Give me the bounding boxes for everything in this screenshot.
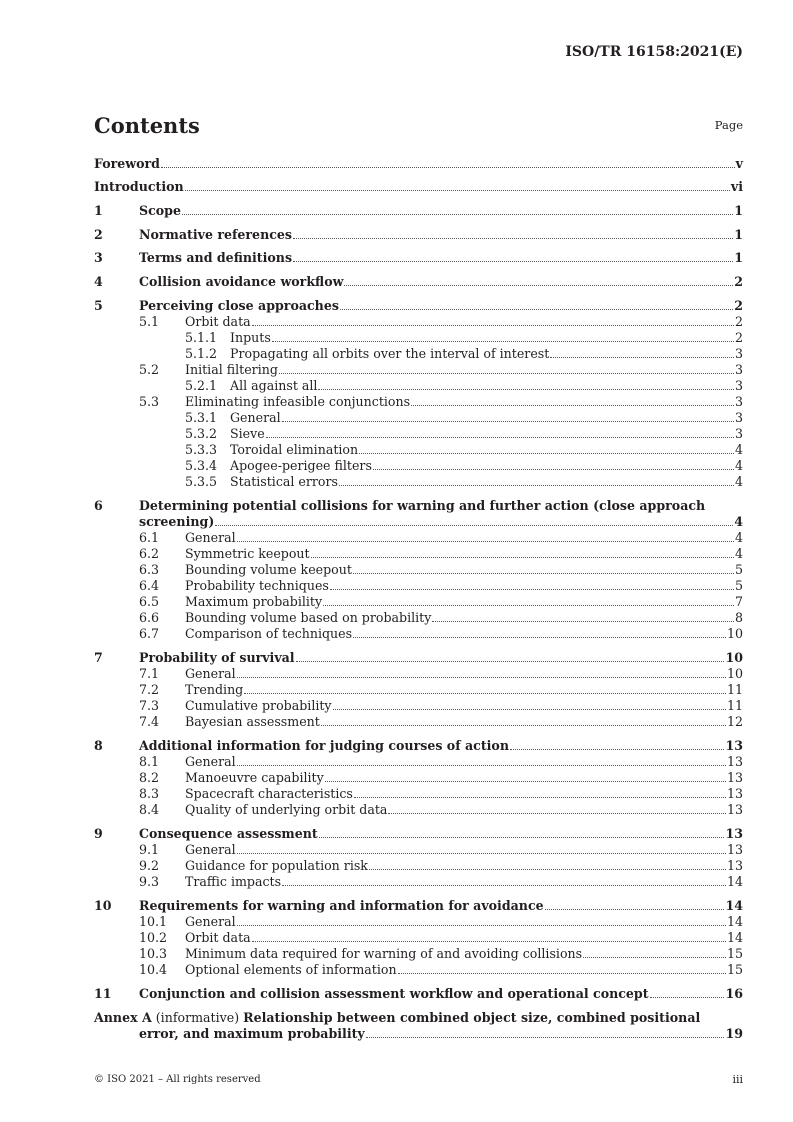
toc-entry[interactable] (94, 858, 743, 874)
toc-entry-number: 7.1 (139, 666, 160, 681)
dot-leader (339, 485, 734, 486)
page-column-label: Page (714, 118, 743, 132)
toc-entry[interactable] (94, 610, 743, 626)
toc-entry[interactable] (94, 698, 743, 714)
toc-entry-number: 6 (94, 498, 103, 513)
toc-entry-page: 4 (734, 514, 743, 529)
toc-entry[interactable] (94, 378, 743, 394)
toc-entry-title: Initial filtering (185, 362, 278, 377)
toc-entry-number: 5.3.5 (185, 474, 218, 489)
toc-entry-title-continued: error, and maximum probability (139, 1026, 365, 1041)
toc-entry-title: Consequence assessment (139, 826, 318, 841)
toc-entry-number: 10.3 (139, 946, 168, 961)
toc-entry-title: Perceiving close approaches (139, 298, 339, 313)
dot-leader (237, 853, 726, 854)
toc-entry-page: 5 (734, 578, 743, 593)
toc-entry[interactable] (94, 203, 743, 219)
toc-entry-page: 10 (726, 626, 743, 641)
toc-entry[interactable] (94, 498, 743, 514)
dot-leader (319, 837, 725, 838)
toc-entry[interactable] (94, 426, 743, 442)
toc-entry-number: 5.3.1 (185, 410, 218, 425)
toc-entry[interactable] (94, 442, 743, 458)
toc-entry-title: Determining potential collisions for warning and further action (close approach (139, 498, 706, 513)
toc-entry-title: Cumulative probability (185, 698, 332, 713)
toc-entry-page: 1 (734, 250, 743, 265)
toc-entry-page: 13 (726, 754, 743, 769)
toc-entry[interactable] (94, 346, 743, 362)
toc-entry[interactable] (94, 594, 743, 610)
toc-entry-title: Statistical errors (230, 474, 338, 489)
toc-entry-number: 11 (94, 986, 112, 1001)
toc-entry-number: 4 (94, 274, 103, 289)
toc-entry-number: 5.1.2 (185, 346, 218, 361)
toc-entry-page: 11 (726, 682, 743, 697)
toc-entry-page: 13 (726, 770, 743, 785)
toc-entry-page: 13 (726, 802, 743, 817)
toc-entry[interactable] (94, 298, 743, 314)
toc-entry-title: Quality of underlying orbit data (185, 802, 388, 817)
dot-leader (545, 909, 725, 910)
toc-entry-title: Normative references (139, 227, 293, 242)
page-title: Contents (94, 113, 200, 138)
dot-leader (237, 765, 726, 766)
toc-entry-title: Guidance for population risk (185, 858, 368, 873)
toc-entry-title: Maximum probability (185, 594, 323, 609)
toc-entry-number: 5.3.2 (185, 426, 218, 441)
toc-entry-number: 6.4 (139, 578, 160, 593)
toc-entry[interactable] (94, 410, 743, 426)
toc-entry[interactable] (94, 474, 743, 490)
dot-leader (373, 469, 734, 470)
toc-entry[interactable] (94, 770, 743, 786)
toc-entry-page: 2 (734, 274, 743, 289)
toc-entry[interactable] (94, 682, 743, 698)
toc-entry[interactable] (94, 274, 743, 290)
dot-leader (323, 605, 734, 606)
toc-entry-title: Apogee-perigee filters (230, 458, 372, 473)
dot-leader (354, 797, 726, 798)
toc-entry-title: Traffic impacts (185, 874, 282, 889)
toc-entry-title: General (185, 754, 236, 769)
dot-leader (182, 214, 733, 215)
toc-entry-title: Scope (139, 203, 181, 218)
toc-entry[interactable] (94, 330, 743, 346)
toc-entry-title: Trending (185, 682, 244, 697)
toc-entry[interactable] (94, 914, 743, 930)
toc-entry-title: Orbit data (185, 314, 251, 329)
annex-type: (informative) (151, 1010, 244, 1025)
toc-entry-number: 7.4 (139, 714, 160, 729)
toc-entry-number: 8 (94, 738, 103, 753)
toc-entry[interactable] (94, 826, 743, 842)
dot-leader (369, 869, 726, 870)
dot-leader (161, 167, 735, 168)
toc-entry-title: Bounding volume keepout (185, 562, 352, 577)
toc-entry-title: General (185, 666, 236, 681)
dot-leader (282, 885, 726, 886)
dot-leader (252, 325, 734, 326)
toc-entry-title: Foreword (94, 156, 160, 171)
toc-entry-page: 5 (734, 562, 743, 577)
toc-entry-page: 4 (734, 442, 743, 457)
dot-leader (237, 925, 726, 926)
toc-entry[interactable] (94, 786, 743, 802)
toc-entry-title: Probability of survival (139, 650, 295, 665)
toc-entry-number: 5.1.1 (185, 330, 218, 345)
dot-leader (293, 238, 733, 239)
dot-leader (282, 421, 734, 422)
dot-leader (359, 453, 734, 454)
toc-entry-page: 15 (726, 946, 743, 961)
toc-entry-page: 10 (725, 650, 743, 665)
toc-entry[interactable] (94, 874, 743, 890)
toc-entry-page: v (735, 156, 743, 171)
dot-leader (550, 357, 734, 358)
dot-leader (650, 997, 725, 998)
toc-entry[interactable] (94, 842, 743, 858)
toc-entry[interactable] (94, 578, 743, 594)
toc-entry-number: 8.2 (139, 770, 160, 785)
toc-entry-page: 4 (734, 474, 743, 489)
dot-leader (237, 541, 734, 542)
toc-entry-title: Terms and definitions (139, 250, 293, 265)
toc-entry-title: Toroidal elimination (230, 442, 359, 457)
toc-entry-page: 4 (734, 530, 743, 545)
toc-entry-page: 3 (734, 346, 743, 361)
dot-leader (353, 573, 734, 574)
toc-entry-continuation[interactable] (94, 514, 743, 530)
toc-entry-page: 13 (725, 738, 743, 753)
toc-entry-number: 1 (94, 203, 103, 218)
toc-entry-page: 1 (734, 203, 743, 218)
toc-entry-number: 5 (94, 298, 103, 313)
toc-entry-continuation[interactable] (94, 1026, 743, 1042)
toc-entry-title: Propagating all orbits over the interval of interest (230, 346, 550, 361)
toc-entry-number: 6.7 (139, 626, 160, 641)
annex-title: Relationship between combined object size, combined positional (243, 1010, 701, 1025)
toc-entry-number: 6.5 (139, 594, 160, 609)
toc-entry-page: 2 (734, 314, 743, 329)
toc-entry[interactable] (94, 546, 743, 562)
dot-leader (398, 973, 726, 974)
toc-entry[interactable] (94, 626, 743, 642)
toc-entry-title-continued: screening) (139, 514, 215, 529)
dot-leader (237, 677, 726, 678)
toc-entry-number: 6.3 (139, 562, 160, 577)
toc-entry-page: 8 (734, 610, 743, 625)
toc-entry-page: 4 (734, 546, 743, 561)
dot-leader (510, 749, 724, 750)
toc-entry-title: Orbit data (185, 930, 251, 945)
toc-entry-page: 16 (725, 986, 743, 1001)
toc-entry[interactable] (94, 946, 743, 962)
dot-leader (411, 405, 734, 406)
toc-entry[interactable] (94, 802, 743, 818)
copyright-notice: © ISO 2021 – All rights reserved (94, 1074, 261, 1085)
toc-entry-page: 3 (734, 362, 743, 377)
toc-entry-number: 8.1 (139, 754, 160, 769)
toc-entry-title: Bounding volume based on probability (185, 610, 432, 625)
dot-leader (353, 637, 726, 638)
dot-leader (330, 589, 734, 590)
toc-entry[interactable] (94, 250, 743, 266)
toc-entry-title: Manoeuvre capability (185, 770, 324, 785)
toc-entry-page: vi (730, 179, 743, 194)
toc-entry-page: 14 (726, 874, 743, 889)
toc-entry-number: 9.2 (139, 858, 160, 873)
dot-leader (366, 1037, 725, 1038)
toc-entry[interactable] (94, 394, 743, 410)
toc-entry-number: 5.3.3 (185, 442, 218, 457)
toc-entry-number: 7.3 (139, 698, 160, 713)
toc-entry-number: 5.3 (139, 394, 160, 409)
toc-entry-number: 6.2 (139, 546, 160, 561)
dot-leader (318, 389, 734, 390)
toc-entry[interactable] (94, 650, 743, 666)
toc-entry-number: 3 (94, 250, 103, 265)
toc-entry-title: Bayesian assessment (185, 714, 320, 729)
toc-entry-number: 9.3 (139, 874, 160, 889)
toc-entry-number: 10.4 (139, 962, 168, 977)
toc-entry-number: 5.3.4 (185, 458, 218, 473)
toc-entry-page: 3 (734, 410, 743, 425)
toc-entry-number: 9.1 (139, 842, 160, 857)
toc-entry-number: 10.2 (139, 930, 168, 945)
dot-leader (252, 941, 726, 942)
toc-entry-page: 13 (726, 842, 743, 857)
toc-entry-title: Comparison of techniques (185, 626, 353, 641)
toc-entry-title: Eliminating infeasible conjunctions (185, 394, 411, 409)
toc-entry-page: 2 (734, 298, 743, 313)
dot-leader (185, 190, 730, 191)
dot-leader (293, 261, 733, 262)
toc-entry[interactable] (94, 530, 743, 546)
toc-entry-page: 19 (725, 1026, 743, 1041)
toc-entry[interactable] (94, 898, 743, 914)
toc-entry[interactable] (94, 1010, 743, 1026)
annex-label: Annex A (94, 1010, 152, 1025)
toc-entry-number: 10.1 (139, 914, 168, 929)
dot-leader (272, 341, 734, 342)
toc-entry-title: Requirements for warning and information for avoidance (139, 898, 544, 913)
toc-entry-page: 12 (726, 714, 743, 729)
toc-entry-title: Spacecraft characteristics (185, 786, 353, 801)
toc-entry-title: Introduction (94, 179, 184, 194)
toc-entry-page: 3 (734, 378, 743, 393)
table-of-contents (94, 156, 743, 1042)
dot-leader (583, 957, 726, 958)
document-id: ISO/TR 16158:2021(E) (565, 44, 743, 60)
toc-entry-title: General (185, 530, 236, 545)
toc-entry-number: 7 (94, 650, 103, 665)
toc-entry[interactable] (94, 156, 743, 172)
toc-entry-number: 6.1 (139, 530, 160, 545)
toc-entry[interactable] (94, 738, 743, 754)
toc-entry-title: Inputs (230, 330, 271, 345)
toc-entry-number: 5.2 (139, 362, 160, 377)
toc-entry-page: 13 (726, 858, 743, 873)
toc-entry[interactable] (94, 562, 743, 578)
toc-entry-title: Collision avoidance workflow (139, 274, 344, 289)
toc-entry-title: Symmetric keepout (185, 546, 310, 561)
dot-leader (215, 525, 733, 526)
toc-entry-page: 14 (726, 930, 743, 945)
toc-entry-page: 3 (734, 394, 743, 409)
toc-entry-page: 7 (734, 594, 743, 609)
toc-entry[interactable] (94, 714, 743, 730)
toc-entry-page: 13 (725, 826, 743, 841)
toc-entry-number: 8.3 (139, 786, 160, 801)
dot-leader (296, 661, 725, 662)
toc-entry-number: 8.4 (139, 802, 160, 817)
toc-entry-title: Optional elements of information (185, 962, 397, 977)
toc-entry-number: 9 (94, 826, 103, 841)
toc-entry-title: All against all (230, 378, 318, 393)
toc-entry-number: 5.2.1 (185, 378, 218, 393)
dot-leader (311, 557, 734, 558)
dot-leader (388, 813, 726, 814)
dot-leader (266, 437, 734, 438)
toc-entry-page: 15 (726, 962, 743, 977)
toc-entry[interactable] (94, 962, 743, 978)
toc-entry-title: General (230, 410, 281, 425)
toc-entry-page: 4 (734, 458, 743, 473)
toc-entry-number: 6.6 (139, 610, 160, 625)
page-number: iii (732, 1073, 743, 1086)
toc-entry-title: General (185, 914, 236, 929)
toc-entry-number: 2 (94, 227, 103, 242)
toc-entry-page: 2 (734, 330, 743, 345)
toc-entry-number: 7.2 (139, 682, 160, 697)
toc-entry-title: Probability techniques (185, 578, 329, 593)
contents-heading-row (94, 113, 743, 137)
toc-entry-number: 10 (94, 898, 112, 913)
toc-entry[interactable] (94, 314, 743, 330)
dot-leader (244, 693, 726, 694)
dot-leader (333, 709, 726, 710)
toc-entry-title: General (185, 842, 236, 857)
dot-leader (279, 373, 734, 374)
toc-entry[interactable] (94, 930, 743, 946)
toc-entry-page: 11 (726, 698, 743, 713)
toc-entry[interactable] (94, 362, 743, 378)
toc-entry-page: 14 (725, 898, 743, 913)
toc-entry-title: Minimum data required for warning of and avoiding collisions (185, 946, 583, 961)
toc-entry-title: Conjunction and collision assessment workflow and operational concept (139, 986, 649, 1001)
toc-entry-number: 5.1 (139, 314, 160, 329)
toc-entry-page: 1 (734, 227, 743, 242)
toc-entry[interactable] (94, 986, 743, 1002)
toc-entry-title: Additional information for judging courses of action (139, 738, 509, 753)
dot-leader (321, 725, 726, 726)
toc-entry-title (94, 1010, 700, 1026)
toc-entry-page: 14 (726, 914, 743, 929)
dot-leader (325, 781, 726, 782)
dot-leader (432, 621, 734, 622)
toc-entry-title: Sieve (230, 426, 265, 441)
toc-entry[interactable] (94, 754, 743, 770)
toc-entry-page: 10 (726, 666, 743, 681)
toc-entry[interactable] (94, 666, 743, 682)
toc-entry[interactable] (94, 458, 743, 474)
toc-entry[interactable] (94, 179, 743, 195)
toc-entry-page: 3 (734, 426, 743, 441)
dot-leader (340, 309, 733, 310)
toc-entry-page: 13 (726, 786, 743, 801)
toc-entry[interactable] (94, 227, 743, 243)
dot-leader (344, 285, 733, 286)
